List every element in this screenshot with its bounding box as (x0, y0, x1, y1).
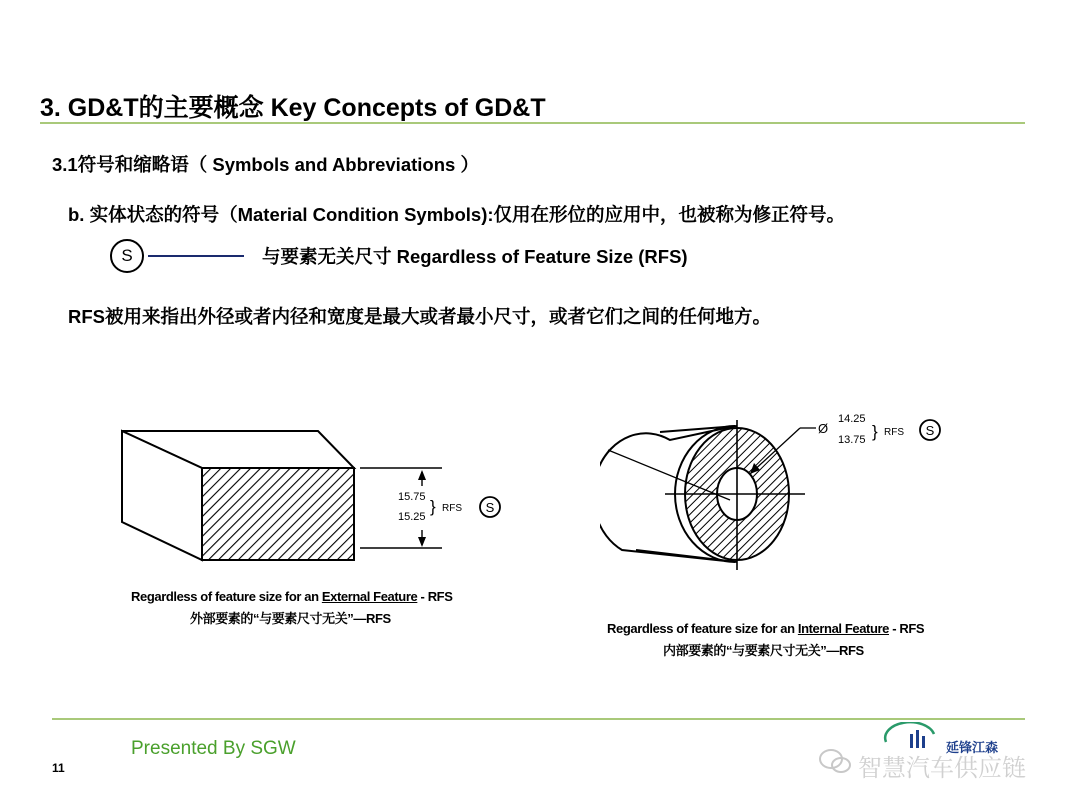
int-upper-limit: 14.25 (838, 413, 866, 425)
title-divider (40, 122, 1025, 124)
internal-caption-cn: 内部要素的“与要素尺寸无关”—RFS (663, 643, 864, 658)
brand-name: 延锋江森 (946, 740, 999, 755)
rfs-modifier-icon: S (110, 239, 144, 273)
external-feature-figure (110, 420, 530, 590)
ext-upper-limit: 15.75 (398, 491, 426, 503)
svg-text:}: } (872, 422, 878, 441)
section-subtitle: 3.1符号和缩略语（ Symbols and Abbreviations ） (52, 154, 479, 175)
rfs-description: RFS被用来指出外径或者内径和宽度是最大或者最小尺寸，或者它们之间的任何地方。 (68, 306, 772, 327)
material-condition-heading: b. 实体状态的符号（Material Condition Symbols):仅用在形位的应用中，也被称为修正符号。 (68, 204, 846, 225)
diameter-icon: Ø (818, 421, 829, 436)
int-rfs-label: RFS (884, 427, 904, 438)
page-number: 11 (52, 761, 65, 775)
block-section-hatch (202, 468, 354, 560)
footer-divider (52, 718, 1025, 720)
rfs-symbol-row (110, 239, 810, 273)
external-caption: Regardless of feature size for an External Feature - RFS (131, 589, 453, 604)
rfs-symbol-label: 与要素无关尺寸 Regardless of Feature Size (RFS) (262, 246, 688, 267)
svg-text:}: } (430, 497, 436, 516)
int-lower-limit: 13.75 (838, 434, 866, 446)
slide-title: 3. GD&T的主要概念 Key Concepts of GD&T (40, 94, 546, 122)
ext-rfs-label: RFS (442, 503, 462, 514)
presenter-credit: Presented By SGW (131, 738, 296, 759)
internal-caption: Regardless of feature size for an Internal Feature - RFS (607, 621, 925, 636)
wechat-icon (818, 746, 854, 776)
external-caption-cn: 外部要素的“与要素尺寸无关”—RFS (190, 611, 391, 626)
ext-lower-limit: 15.25 (398, 511, 426, 523)
watermark-text: 智慧汽车供应链 (858, 755, 1026, 782)
leader-line (148, 255, 244, 257)
internal-feature-figure (600, 400, 960, 620)
svg-text:S: S (925, 423, 935, 438)
svg-text:S: S (485, 500, 495, 515)
